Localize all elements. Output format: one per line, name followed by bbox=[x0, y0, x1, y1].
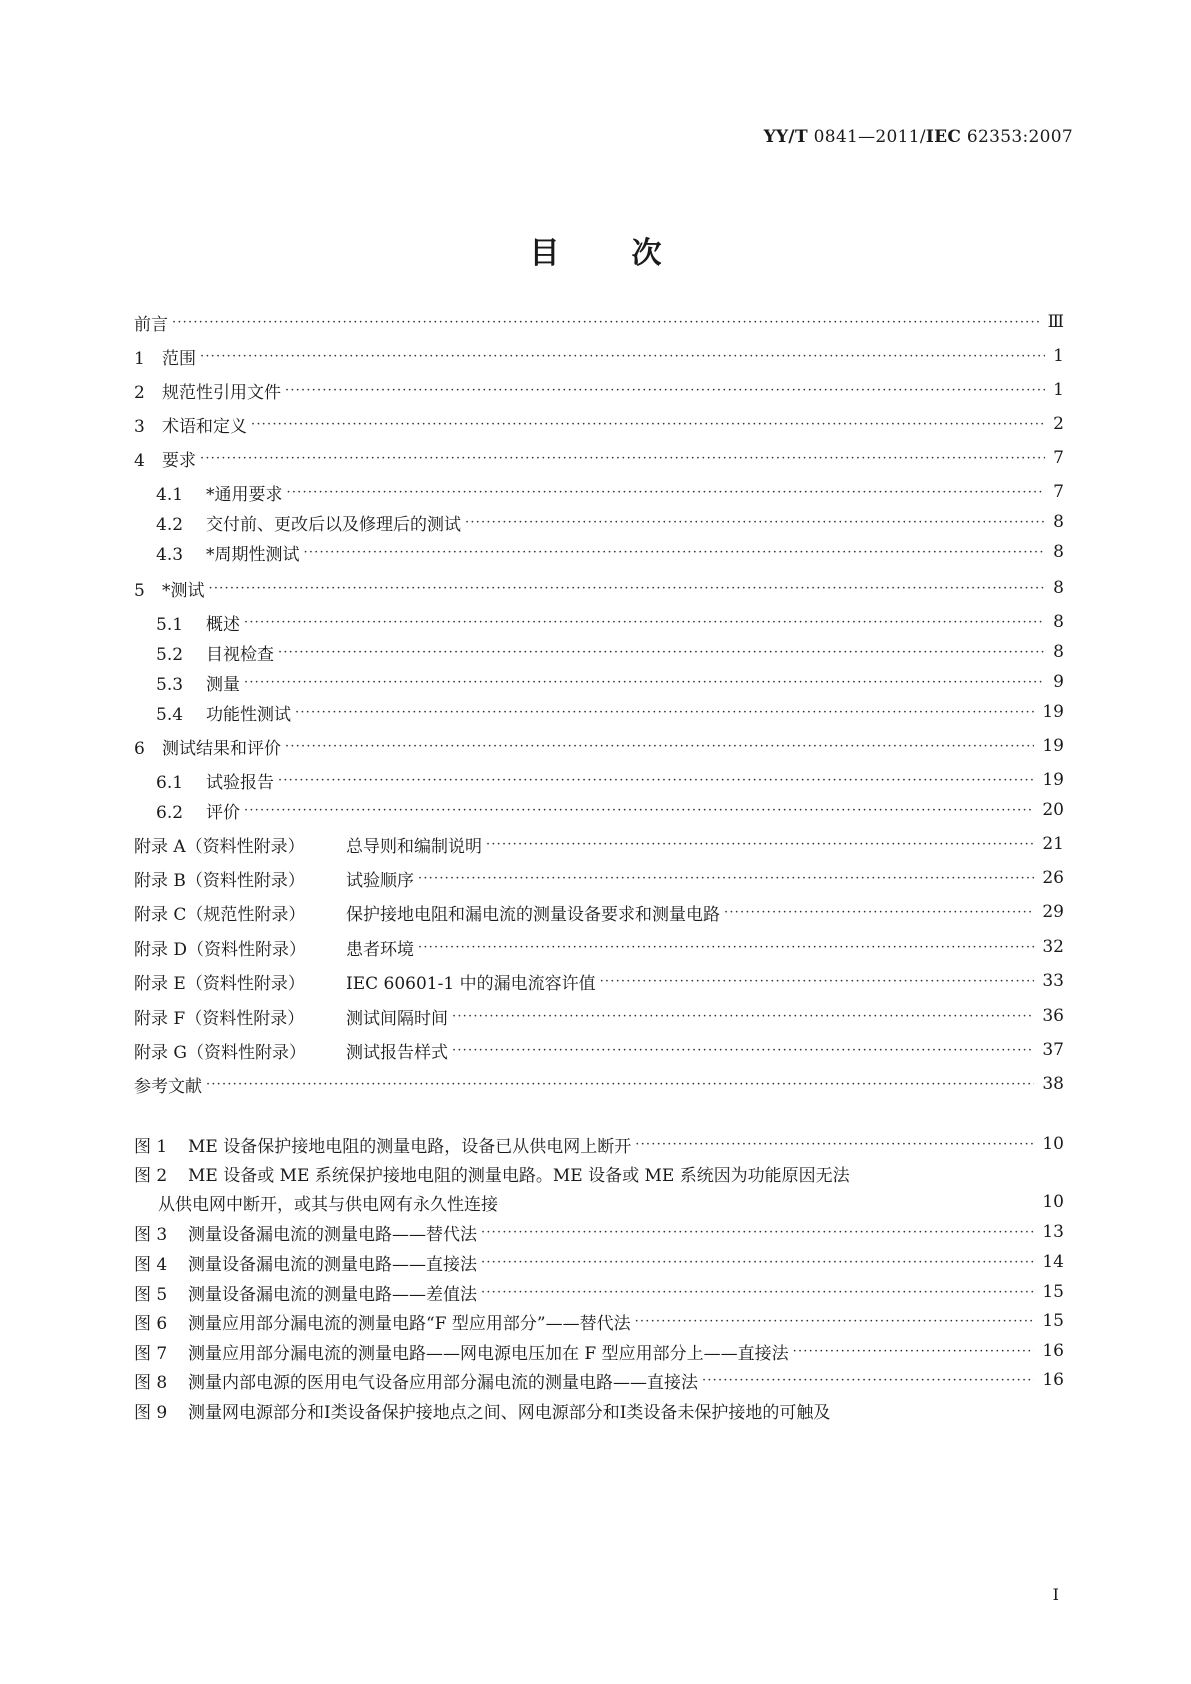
leader-dots bbox=[600, 974, 1035, 989]
toc-figure-2[interactable]: 图 2 ME 设备或 ME 系统保护接地电阻的测量电路。ME 设备或 ME 系统因为功能原因无法 bbox=[134, 1165, 850, 1186]
leader-dots bbox=[251, 417, 1045, 432]
toc-figure-9[interactable]: 图 9 测量网电源部分和Ⅰ类设备保护接地点之间、网电源部分和Ⅰ类设备未保护接地的可触及 bbox=[134, 1402, 831, 1423]
leader-dots bbox=[452, 1043, 1034, 1058]
leader-dots bbox=[244, 615, 1045, 630]
leader-dots bbox=[418, 871, 1034, 886]
standard-number: YY/T 0841—2011/IEC 62353:2007 bbox=[763, 127, 1073, 147]
leader-dots bbox=[209, 581, 1046, 596]
leader-dots bbox=[172, 315, 1040, 330]
toc-entry-6-1[interactable]: 6.1 试验报告 ····· 19 bbox=[156, 768, 1064, 792]
leader-dots bbox=[481, 1225, 1034, 1240]
toc-entry-3[interactable]: 3 术语和定义 ····· 2 bbox=[134, 412, 1064, 436]
leader-dots bbox=[285, 739, 1034, 754]
toc-entry-5-4[interactable]: 5.4 功能性测试 ····· 19 bbox=[156, 700, 1064, 724]
leader-dots bbox=[200, 349, 1045, 364]
toc-annex-c[interactable]: 附录 C（规范性附录） 保护接地电阻和漏电流的测量设备要求和测量电路 ····· 29 bbox=[134, 900, 1064, 924]
leader-dots bbox=[206, 1077, 1034, 1092]
toc-entry-6-2[interactable]: 6.2 评价 ····· 20 bbox=[156, 798, 1064, 822]
toc-figure-5[interactable]: 图 5 测量设备漏电流的测量电路——差值法 ····· 15 bbox=[134, 1280, 1064, 1304]
leader-dots bbox=[244, 675, 1045, 690]
page-title: 目 次 bbox=[529, 236, 662, 271]
toc-entry-4-1[interactable]: 4.1 *通用要求 ····· 7 bbox=[156, 480, 1064, 504]
toc-figure-1[interactable]: 图 1 ME 设备保护接地电阻的测量电路，设备已从供电网上断开 ····· 10 bbox=[134, 1132, 1064, 1156]
leader-dots bbox=[635, 1137, 1034, 1152]
toc-entry-2[interactable]: 2 规范性引用文件 ····· 1 bbox=[134, 378, 1064, 402]
toc-entry-5-3[interactable]: 5.3 测量 ····· 9 bbox=[156, 670, 1064, 694]
toc-annex-f[interactable]: 附录 F（资料性附录） 测试间隔时间 ····· 36 bbox=[134, 1004, 1064, 1028]
toc-annex-d[interactable]: 附录 D（资料性附录） 患者环境 ····· 32 bbox=[134, 935, 1064, 959]
leader-dots bbox=[278, 773, 1034, 788]
toc-figure-4[interactable]: 图 4 测量设备漏电流的测量电路——直接法 ····· 14 bbox=[134, 1250, 1064, 1274]
leader-dots bbox=[418, 940, 1034, 955]
toc-entry-6[interactable]: 6 测试结果和评价 ····· 19 bbox=[134, 734, 1064, 758]
toc-annex-b[interactable]: 附录 B（资料性附录） 试验顺序 ····· 26 bbox=[134, 866, 1064, 890]
leader-dots bbox=[200, 451, 1045, 466]
page-number: I bbox=[1052, 1585, 1059, 1604]
toc-entry-1[interactable]: 1 范围 ····· 1 bbox=[134, 344, 1064, 368]
toc-annex-e[interactable]: 附录 E（资料性附录） IEC 60601-1 中的漏电流容许值 ····· 33 bbox=[134, 969, 1064, 993]
leader-dots bbox=[702, 1373, 1034, 1388]
toc-entry-5-1[interactable]: 5.1 概述 ····· 8 bbox=[156, 610, 1064, 634]
toc-bibliography[interactable]: 参考文献 ····· 38 bbox=[134, 1072, 1064, 1096]
toc-figure-3[interactable]: 图 3 测量设备漏电流的测量电路——替代法 ····· 13 bbox=[134, 1220, 1064, 1244]
leader-dots bbox=[295, 705, 1034, 720]
leader-dots bbox=[481, 1285, 1034, 1300]
toc-entry-4[interactable]: 4 要求 ····· 7 bbox=[134, 446, 1064, 470]
leader-dots bbox=[244, 803, 1034, 818]
leader-dots bbox=[635, 1314, 1035, 1329]
leader-dots bbox=[287, 485, 1046, 500]
toc-figure-6[interactable]: 图 6 测量应用部分漏电流的测量电路“F 型应用部分”——替代法 ····· 15 bbox=[134, 1309, 1064, 1333]
toc-annex-a[interactable]: 附录 A（资料性附录） 总导则和编制说明 ····· 21 bbox=[134, 832, 1064, 856]
leader-dots bbox=[304, 545, 1046, 560]
leader-dots bbox=[285, 383, 1045, 398]
toc-entry-4-2[interactable]: 4.2 交付前、更改后以及修理后的测试 ····· 8 bbox=[156, 510, 1064, 534]
toc-entry-foreword[interactable]: 前言 ····· Ⅲ bbox=[134, 310, 1064, 334]
toc-entry-5-2[interactable]: 5.2 目视检查 ····· 8 bbox=[156, 640, 1064, 664]
leader-dots bbox=[465, 515, 1045, 530]
toc-entry-4-3[interactable]: 4.3 *周期性测试 ····· 8 bbox=[156, 540, 1064, 564]
toc-annex-g[interactable]: 附录 G（资料性附录） 测试报告样式 ····· 37 bbox=[134, 1038, 1064, 1062]
leader-dots bbox=[452, 1009, 1034, 1024]
leader-dots bbox=[793, 1344, 1035, 1359]
leader-dots bbox=[278, 645, 1045, 660]
leader-dots bbox=[481, 1255, 1034, 1270]
toc-figure-2-continued[interactable]: 从供电网中断开，或其与供电网有永久性连接 10 bbox=[158, 1192, 1064, 1215]
toc-figure-7[interactable]: 图 7 测量应用部分漏电流的测量电路——网电源电压加在 F 型应用部分上——直接法 ····· 16 bbox=[134, 1339, 1064, 1363]
toc-entry-5[interactable]: 5 *测试 ····· 8 bbox=[134, 576, 1064, 600]
toc-figure-8[interactable]: 图 8 测量内部电源的医用电气设备应用部分漏电流的测量电路——直接法 ····· 16 bbox=[134, 1368, 1064, 1392]
leader-dots bbox=[486, 837, 1034, 852]
leader-dots bbox=[724, 905, 1034, 920]
